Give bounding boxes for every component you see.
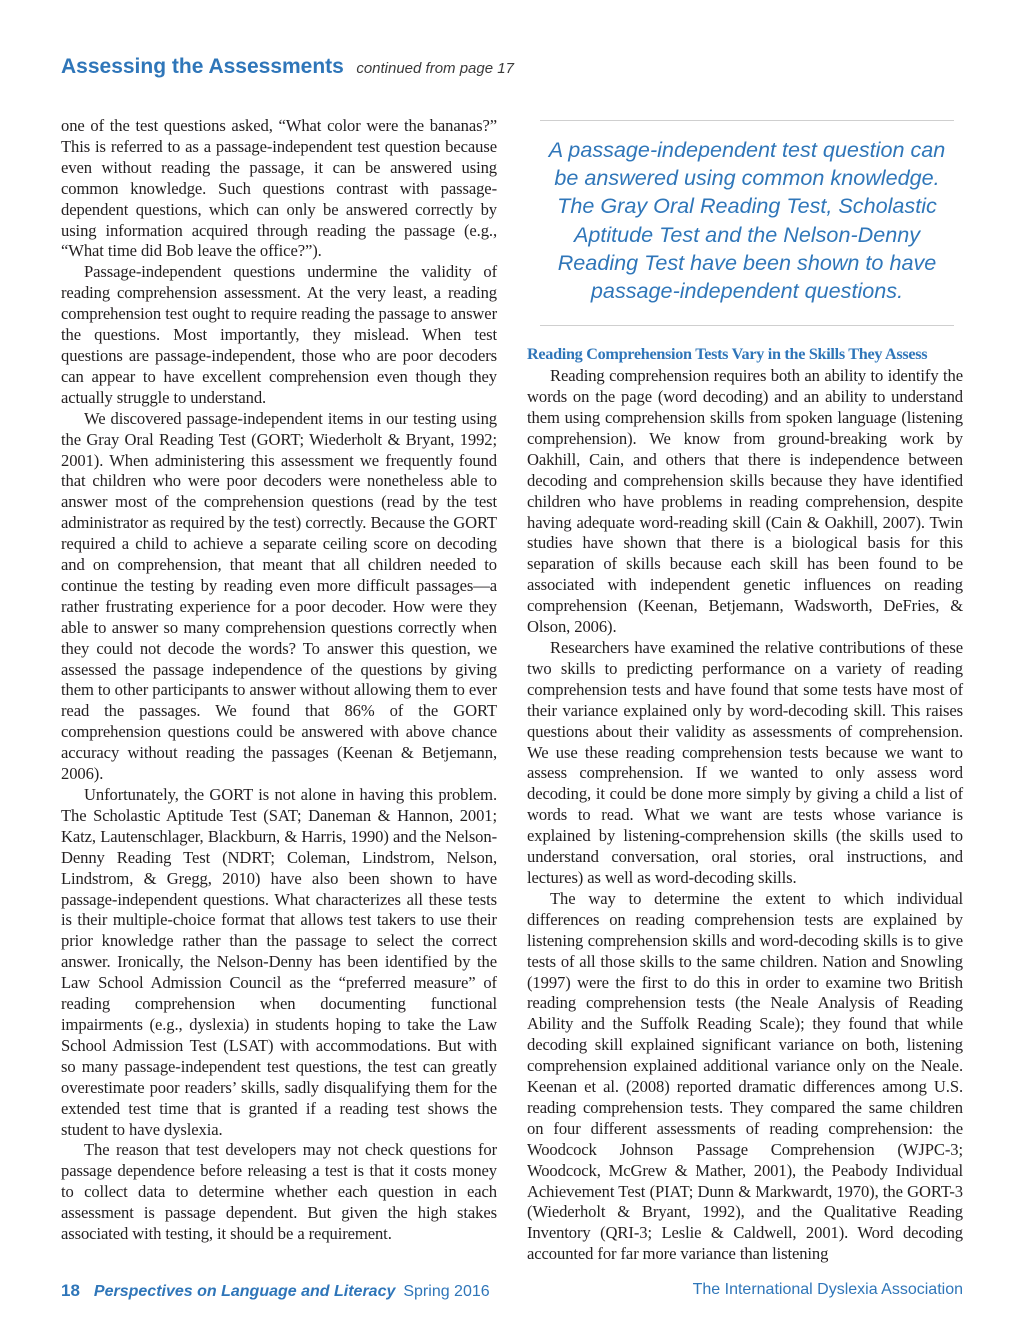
page-header <box>61 55 514 79</box>
body-paragraph: Reading comprehension requires both an ability to identify the words on the page (word decoding) and an ability to understand them using comprehension skills from spoken language (listening comprehension). We know from ground-breaking work by Oakhill, Cain, and others that there is independence between decoding and comprehension skills because they have identified children who have problems in reading comprehension, despite having adequate word-reading skill (Cain & Oakhill, 2007). Twin studies have shown that there is a biological basis for this separation of skills because each skill has been found to be associated with independent genetic influences on reading comprehension (Keenan, Betjemann, Wadsworth, DeFries, & Olson, 2006). <box>527 366 963 637</box>
body-paragraph: The way to determine the extent to which individual differences on reading comprehension tests are explained by listening comprehension skills and word-decoding skills is to give tests of all those skills to the same children. Nation and Snowling (1997) were the first to do this in order to examine two British reading comprehension tests (the Neale Analysis of Reading Ability and the Suffolk Reading Scale); they found that while decoding skill explained significant variance on both, listening comprehension explained additional variance only on the Neale. Keenan et al. (2008) reported dramatic differences among U.S. reading comprehension tests. They compared the same children on four different assessments of reading comprehension: the Woodcock Johnson Passage Comprehension (WJPC-3; Woodcock, McGrew & Mather, 2001), the Peabody Individual Achievement Test (PIAT; Dunn & Markwardt, 1970), the GORT-3 (Wiederholt & Bryant, 1992), and the Qualitative Reading Inventory (QRI-3; Leslie & Caldwell, 2001). Word decoding accounted for far more variance than listening <box>527 888 963 1264</box>
page-number: 18 <box>61 1281 80 1300</box>
body-paragraph: We discovered passage-independent items in our testing using the Gray Oral Reading Test (GORT; Wiederholt & Bryant, 1992; 2001). When administering this assessment we frequently found that children who were poor decoders were nonetheless able to answer most of the comprehension questions (read by the test administrator as required by the test) correctly. Because the GORT required a child to achieve a separate ceiling score on decoding and on comprehension, that meant that all children needed to continue the testing by reading even more difficult passages—a rather frustrating experience for a poor decoder. How were they able to answer so many comprehension questions correctly when they could not decode the words? To answer this question, we assessed the passage independence of the questions by giving them to other participants to answer without allowing them to ever read the passages. We found that 86% of the GORT comprehension questions could be answered with above chance accuracy without reading the passages (Keenan & Betjemann, 2006). <box>61 408 497 784</box>
pull-quote: A passage-independent test question can be answered using common knowledge. The Gray Oral Reading Test, Scholastic Aptitude Test and the Nelson-Denny Reading Test have been shown to have passage-independent questions. <box>540 120 954 326</box>
section-heading: Reading Comprehension Tests Vary in the Skills They Assess <box>527 345 928 364</box>
body-paragraph: one of the test questions asked, “What color were the bananas?” This is referred to as a passage-independent test question because even without reading the passage, it can be answered using common knowledge. Such questions contrast with passage-dependent questions, which can only be answered correctly by using information acquired through reading the passage (e.g., “What time did Bob leave the office?”). <box>61 116 497 261</box>
body-paragraph: Passage-independent questions undermine the validity of reading comprehension assessment. At the very least, a reading comprehension test ought to require reading the passage to answer the questions. Most importantly, they mislead. When test questions are passage-independent, those who are poor decoders can appear to have excellent comprehension even though they actually struggle to understand. <box>61 262 497 407</box>
right-column <box>527 120 963 1265</box>
article-title: Assessing the Assessments <box>61 55 344 78</box>
page-footer <box>61 1281 963 1303</box>
body-paragraph: Researchers have examined the relative contributions of these two skills to predicting performance on a variety of reading comprehension tests and have found that some tests have most of their variance explained only by word-decoding skill. This raises questions about their validity as assessments of comprehension. We use these reading comprehension tests because we want to assess comprehension. If we wanted to only assess word decoding, it could be done more simply by giving a child a list of words to read. What we want are tests whose variance is explained by listening-comprehension skills (the skills used to understand conversation, oral stories, oral instructions, and lectures) as well as word-decoding skills. <box>527 638 963 887</box>
issue-label: Spring 2016 <box>403 1283 490 1300</box>
body-paragraph: Unfortunately, the GORT is not alone in having this problem. The Scholastic Aptitude Test (SAT; Daneman & Hannon, 2001; Katz, Lautenschlager, Blackburn, & Harris, 1990) and the Nelson-Denny Reading Test (NDRT; Coleman, Lindstrom, Nelson, Lindstrom, & Gregg, 2010) have also been shown to have passage-independent questions. What characterizes all these tests is their multiple-choice format that allows test takers to use their prior knowledge rather than the passage to select the correct answer. Ironically, the Nelson-Denny has been identified by the Law School Admission Council as the “preferred measure” of reading comprehension when documenting functional impairments (e.g., dyslexia) in students hoping to take the Law School Admission Test (LSAT) with accommodations. But with so many passage-independent test questions, the test can greatly overestimate poor readers’ skills, sadly disqualifying them for the extended test time that is granted if a reading test shows the student to have dyslexia. <box>61 785 497 1139</box>
body-paragraph: The reason that test developers may not check questions for passage dependence before releasing a test is that it costs money to collect data to determine whether each question in each assessment is passage dependent. But given the high stakes associated with testing, it should be a requirement. <box>61 1140 497 1244</box>
footer-left <box>61 1281 490 1301</box>
left-column <box>61 116 497 1245</box>
continued-note: continued from page 17 <box>356 60 514 77</box>
organization-name: The International Dyslexia Association <box>692 1281 963 1298</box>
publication-title: Perspectives on Language and Literacy <box>93 1283 396 1300</box>
